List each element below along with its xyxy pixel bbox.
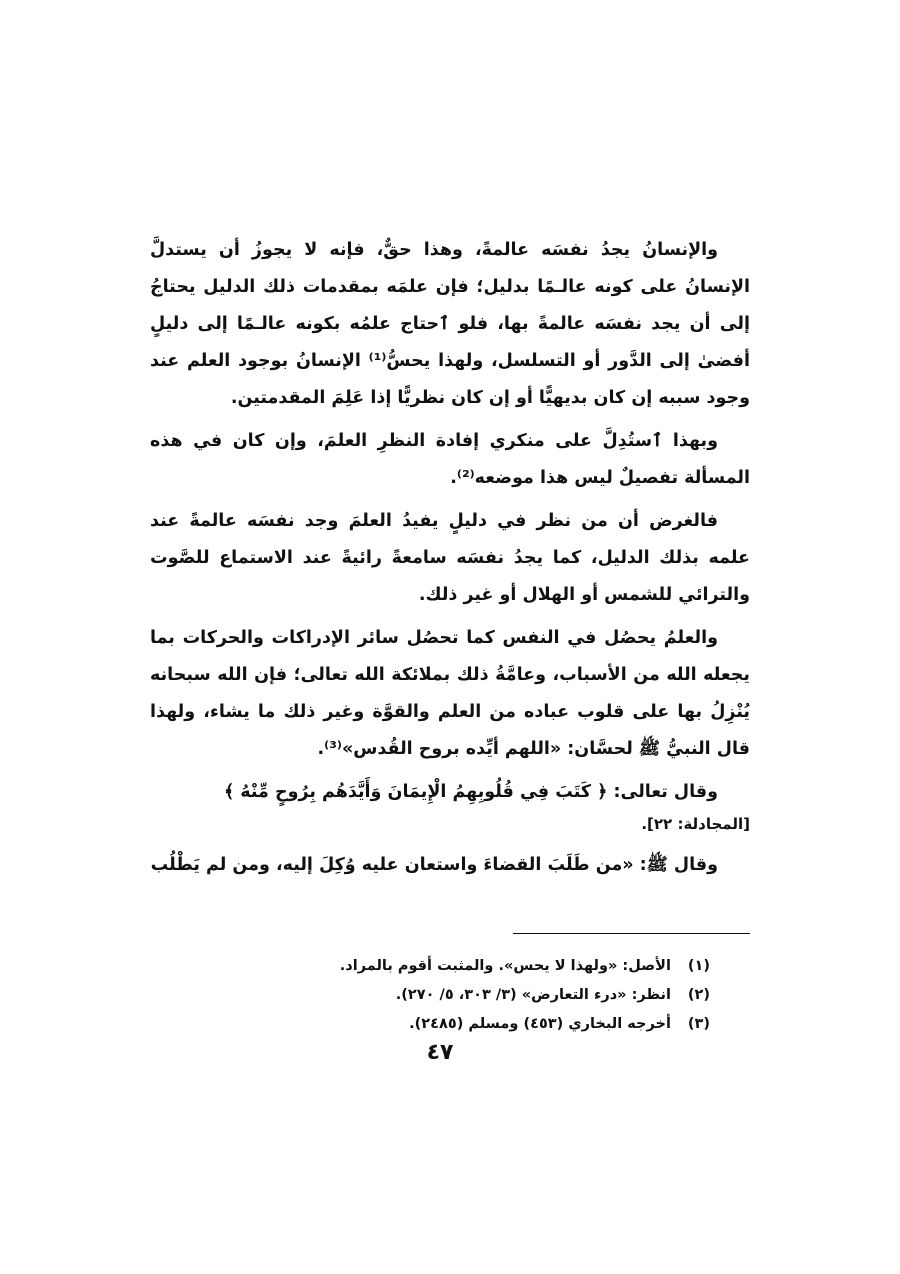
page-number: ٤٧ xyxy=(426,1040,454,1065)
footnotes xyxy=(150,952,710,1039)
main-text-block xyxy=(150,232,750,890)
footnote-text: انظر: «درء التعارض» (٣/ ٣٠٣، ٥/ ٢٧٠). xyxy=(395,987,671,1003)
paragraph-2: وبهذا ٱستُدِلَّ على منكري إفادة النظرِ العلمَ، وإن كان في هذه المسألة تفصيلٌ ليس هذا موضعه⁽²⁾. xyxy=(150,431,750,488)
footnote-text: أخرجه البخاري (٤٥٣) ومسلم (٢٤٨٥). xyxy=(409,1016,671,1032)
footnote-1 xyxy=(150,952,710,981)
footnote-number: (٢) xyxy=(687,987,710,1003)
paragraph-3: فالغرض أن من نظر في دليلٍ يفيدُ العلمَ وجد نفسَه عالمةً عند علمه بذلك الدليل، كما يجدُ نفسَه سامعةً رائيةً عند الاستماع للصَّوت والترائي للشمس أو الهلال أو غير ذلك. xyxy=(150,511,750,605)
verse-text: ﴿ كَتَبَ فِي قُلُوبِهِمُ الْإِيمَانَ وَأَيَّدَهُم بِرُوحٍ مِّنْهُ ﴾ xyxy=(223,782,608,802)
verse-reference: [المجادلة: ٢٢]. xyxy=(641,815,750,833)
paragraph-5: وقال ﷺ: «من طَلَبَ القضاءَ واستعان عليه وُكِلَ إليه، ومن لم يَطْلُب xyxy=(150,855,718,875)
quran-verse xyxy=(150,774,750,811)
paragraph-4: والعلمُ يحصُل في النفس كما تحصُل سائر الإدراكات والحركات بما يجعله الله من الأسباب، وعامَّةُ ذلك بملائكة الله تعالى؛ فإن الله سبحانه يُنْزِلُ بها على قلوب عباده من العلم والقوَّة وغير ذلك ما يشاء، ولهذا قال النبيُّ ﷺ لحسَّان: «اللهم أيِّده بروح القُدس»⁽³⁾. xyxy=(150,628,750,759)
footnote-divider xyxy=(513,933,750,934)
footnote-text: الأصل: «ولهذا لا يحس». والمثبت أقوم بالمراد. xyxy=(339,958,671,974)
verse-intro: وقال تعالى: xyxy=(613,782,718,802)
paragraph-1: والإنسانُ يجدُ نفسَه عالمةً، وهذا حقٌّ، فإنه لا يجوزُ أن يستدلَّ الإنسانُ على كونه عالـمًا بدليل؛ فإن علمَه بمقدمات ذلك الدليل يحتاجُ إلى أن يجد نفسَه عالمةً بها، فلو ٱحتاج علمُه بكونه عالـمًا إلى دليلٍ أفضىٰ إلى الدَّور أو التسلسل، ولهذا يحسُّ⁽¹⁾ الإنسانُ بوجود العلم عند وجود سببه إن كان بديهيًّا أو إن كان نظريًّا إذا عَلِمَ المقدمتين. xyxy=(150,240,750,408)
footnote-number: (٣) xyxy=(687,1016,710,1032)
footnote-3 xyxy=(150,1010,710,1039)
footnote-number: (١) xyxy=(687,958,710,974)
footnote-2 xyxy=(150,981,710,1010)
